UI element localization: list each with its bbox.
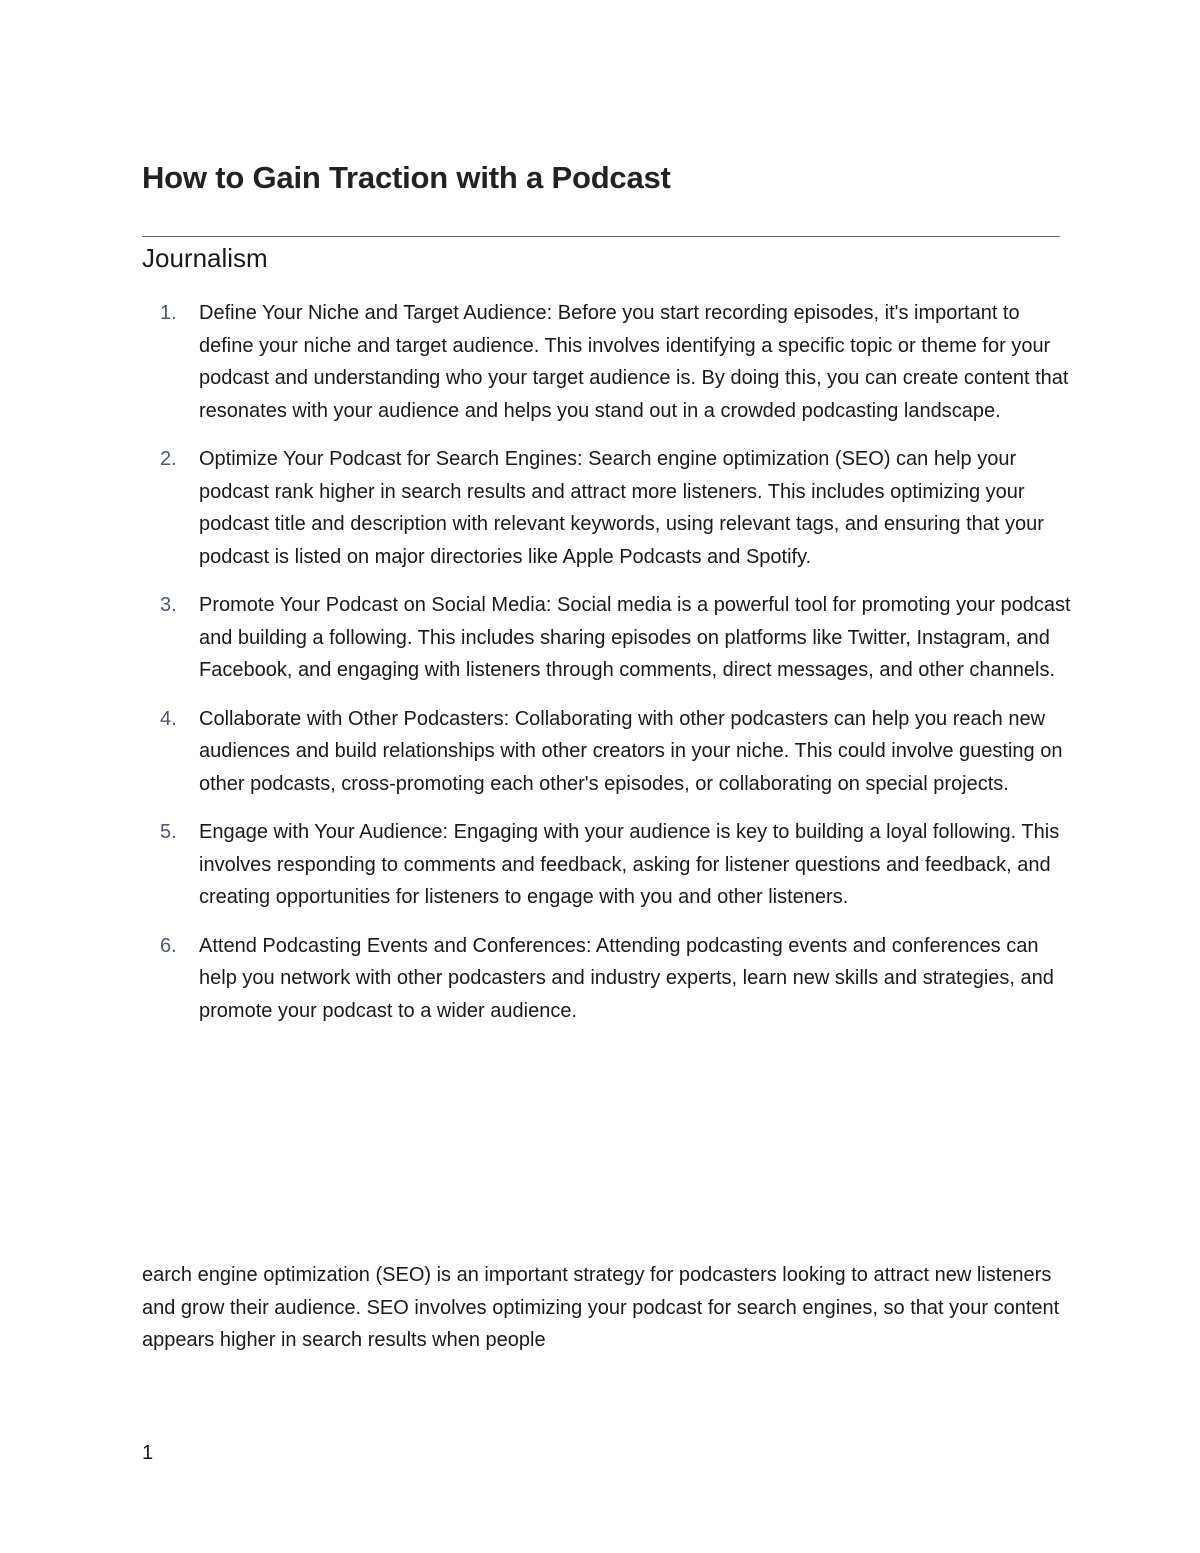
list-item-text: Engage with Your Audience: Engaging with your audience is key to building a loyal following. This involves responding to comments and feedback, asking for listener questions and feedback, and creating opportunities for listeners to engage with you and other listeners. bbox=[199, 821, 1060, 908]
list-item-text: Collaborate with Other Podcasters: Collaborating with other podcasters can help you reach new audiences and build relationships with other creators in your niche. This could involve guesting on other podcasts, cross-promoting each other's episodes, or collaborating on special projects. bbox=[199, 707, 1063, 795]
list-item-text: Attend Podcasting Events and Conferences: Attending podcasting events and conferences can help you network with other podcasters and industry experts, learn new skills and strategies, and promote your podcast to a wider audience. bbox=[199, 934, 1054, 1022]
list-item-text: Optimize Your Podcast for Search Engines: Search engine optimization (SEO) can help your podcast rank higher in search results and attract more listeners. This includes optimizing your podcast title and description with relevant keywords, using relevant tags, and ensuring that your podcast is listed on major directories like Apple Podcasts and Spotify. bbox=[199, 448, 1044, 568]
list-item bbox=[142, 703, 1072, 801]
list-item bbox=[142, 816, 1072, 914]
steps-list bbox=[142, 297, 1072, 1043]
list-item bbox=[142, 297, 1072, 427]
list-item bbox=[142, 930, 1072, 1028]
list-item-number: 6. bbox=[160, 934, 177, 957]
list-item-number: 1. bbox=[160, 302, 177, 324]
list-item-number: 4. bbox=[160, 707, 177, 730]
page-number: 1 bbox=[142, 1442, 154, 1464]
list-item-number: 2. bbox=[160, 448, 177, 470]
list-item-text: Promote Your Podcast on Social Media: Social media is a powerful tool for promoting your podcast and building a following. This includes sharing episodes on platforms like Twitter, Instagram, and Facebook, and engaging with listeners through comments, direct messages, and other channels. bbox=[199, 594, 1071, 681]
body-paragraph: earch engine optimization (SEO) is an important strategy for podcasters looking to attract new listeners and grow their audience. SEO involves optimizing your podcast for search engines, so that your content appears higher in search results when people bbox=[142, 1264, 1060, 1351]
list-item bbox=[142, 589, 1072, 687]
section-subtitle: Journalism bbox=[142, 243, 268, 273]
list-item-text: Define Your Niche and Target Audience: Before you start recording episodes, it's important to define your niche and target audience. This involves identifying a specific topic or theme for your podcast and understanding who your target audience is. By doing this, you can create content that resonates with your audience and helps you stand out in a crowded podcasting landscape. bbox=[199, 302, 1069, 422]
page-title: How to Gain Traction with a Podcast bbox=[142, 160, 671, 195]
list-item-number: 3. bbox=[160, 594, 177, 616]
title-divider bbox=[142, 236, 1060, 237]
list-item-number: 5. bbox=[160, 821, 177, 843]
list-item bbox=[142, 443, 1072, 573]
